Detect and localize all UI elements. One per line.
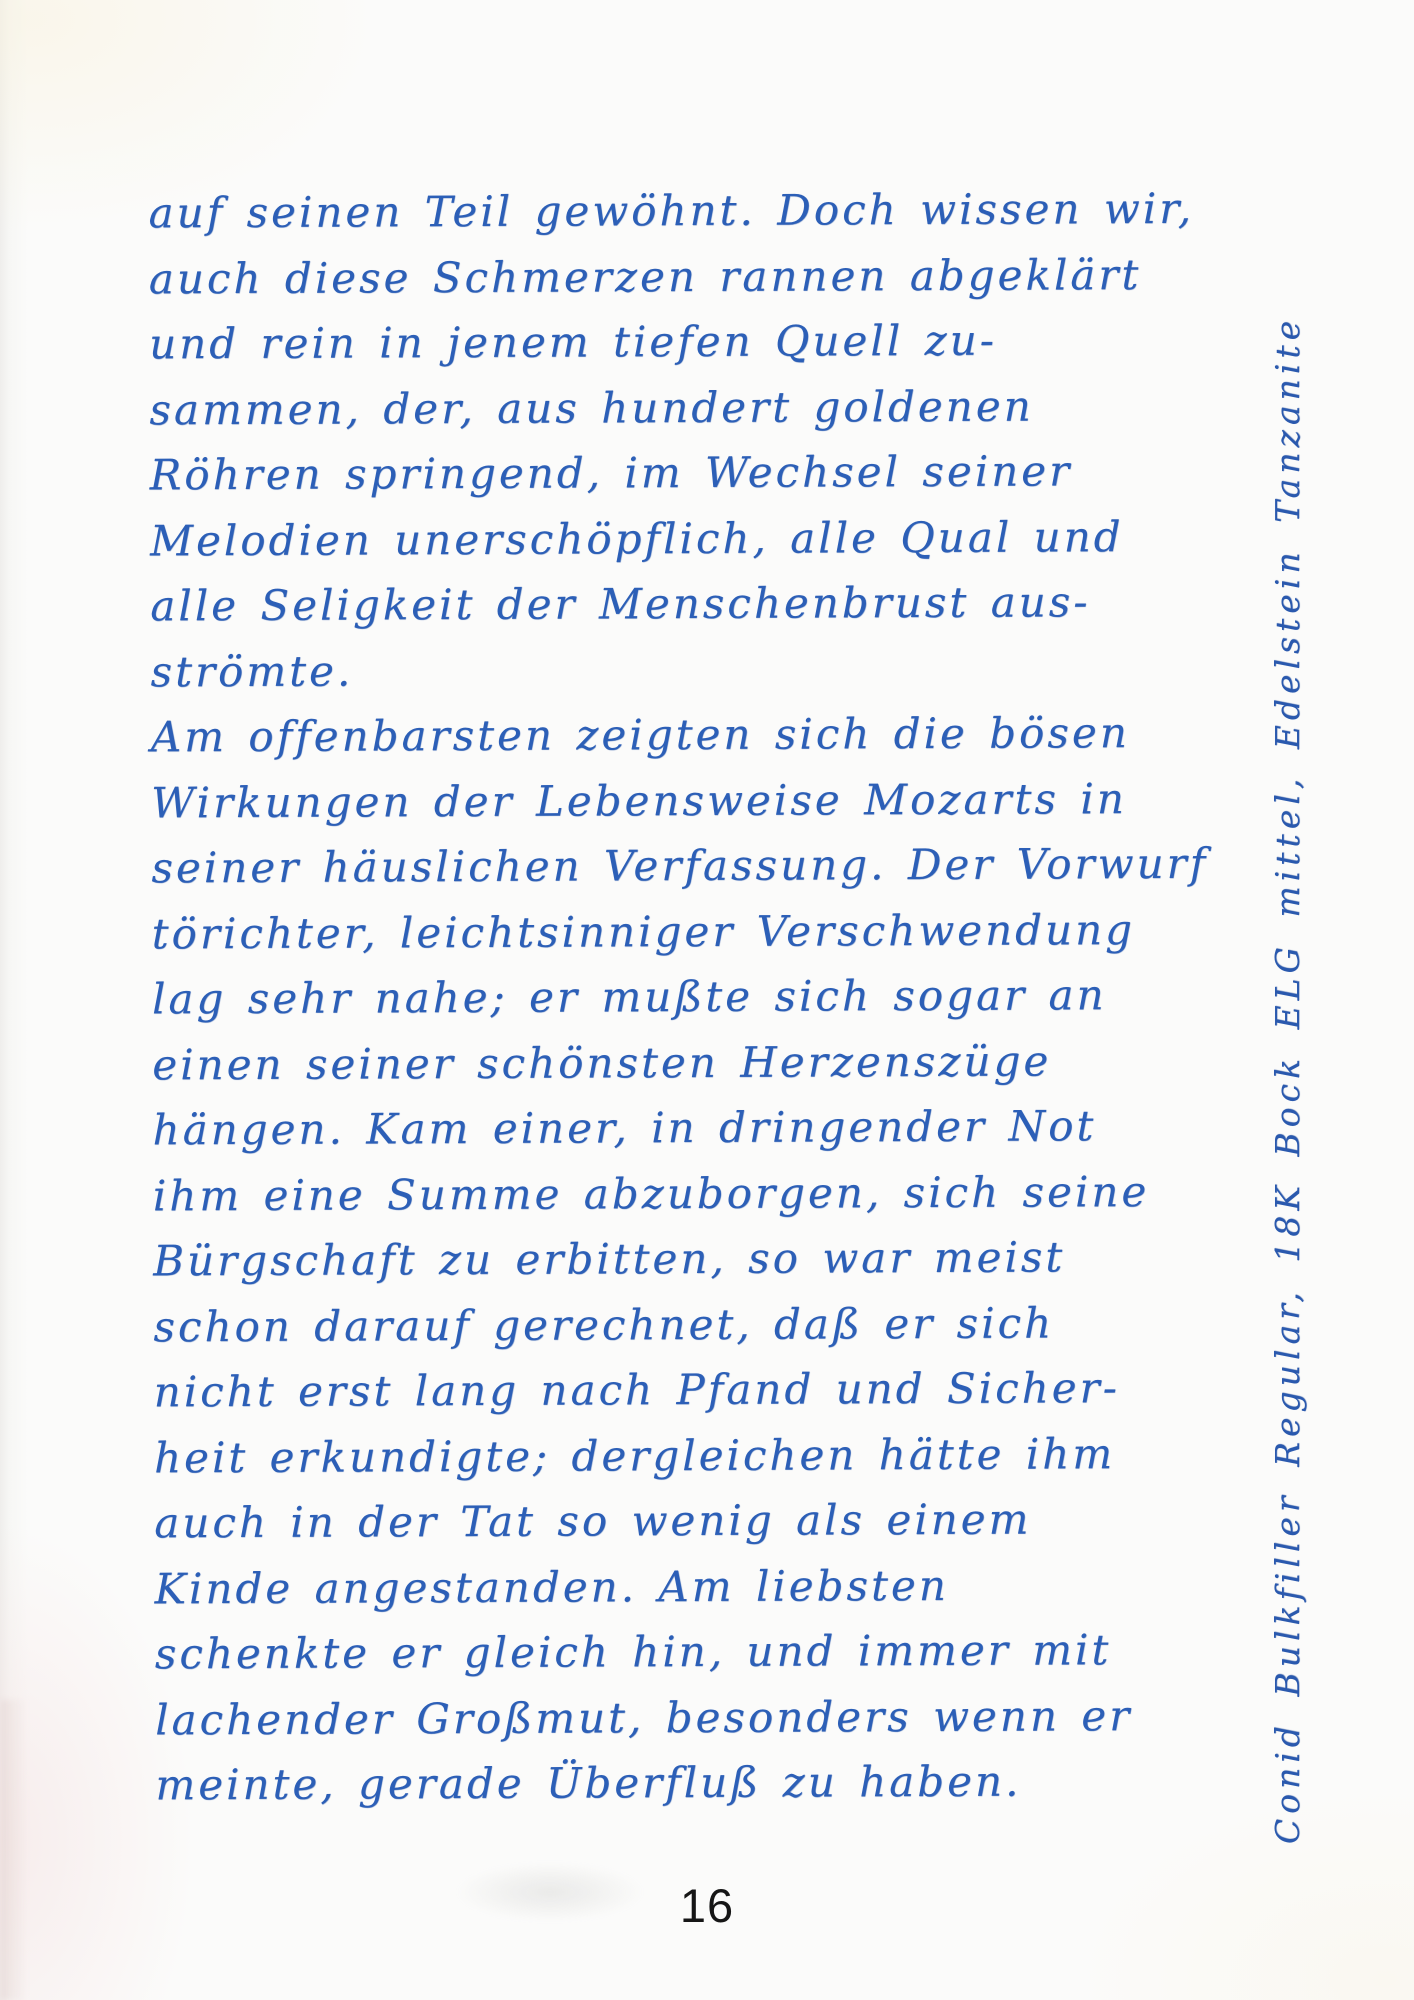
text-line: schenkte er gleich hin, und immer mit (154, 1625, 1112, 1679)
text-line: alle Seligkeit der Menschenbrust aus- (150, 577, 1091, 631)
pen-ink-margin-note: Conid Bulkfiller Regular, 18K Bock ELG mittel, Edelstein Tanzanite (1268, 315, 1307, 1845)
text-line: auch in der Tat so wenig als einem (154, 1494, 1032, 1548)
text-line: meinte, gerade Überfluß zu haben. (155, 1756, 1022, 1810)
page-number: 16 (679, 1879, 735, 1932)
text-line: hängen. Kam einer, in dringender Not (152, 1101, 1097, 1155)
text-line: auf seinen Teil gewöhnt. Doch wissen wir, (148, 183, 1195, 238)
text-line: seiner häuslichen Verfassung. Der Vorwurf (151, 838, 1209, 893)
text-line: auch diese Schmerzen rannen abgeklärt (148, 249, 1142, 303)
text-line: törichter, leichtsinniger Verschwendung (151, 904, 1136, 958)
text-line: schon darauf gerechnet, daß er sich (153, 1297, 1055, 1351)
text-line: nicht erst lang nach Pfand und Sicher- (153, 1363, 1120, 1417)
text-line: lachender Großmut, besonders wenn er (155, 1690, 1133, 1744)
text-line: lag sehr nahe; er mußte sich sogar an (151, 970, 1107, 1024)
text-line: ihm eine Summe abzuborgen, sich seine (152, 1166, 1150, 1220)
text-line: Melodien unerschöpflich, alle Qual und (149, 511, 1124, 565)
text-line: heit erkundigte; dergleichen hätte ihm (153, 1428, 1116, 1482)
paper-edge-tint (0, 1700, 26, 2000)
text-line: Wirkungen der Lebensweise Mozarts in (151, 773, 1127, 827)
text-line: und rein in jenem tiefen Quell zu- (149, 315, 998, 369)
text-line: Bürgschaft zu erbitten, so war meist (153, 1232, 1066, 1286)
text-line: Kinde angestanden. Am liebsten (154, 1560, 949, 1613)
text-line: einen seiner schönsten Herzenszüge (152, 1035, 1052, 1089)
handwritten-text (148, 176, 1260, 1818)
text-line: Am offenbarsten zeigten sich die bösen (150, 708, 1130, 762)
text-line: Röhren springend, im Wechsel seiner (149, 446, 1073, 500)
text-line: strömte. (150, 646, 354, 696)
text-line: sammen, der, aus hundert goldenen (149, 381, 1034, 434)
